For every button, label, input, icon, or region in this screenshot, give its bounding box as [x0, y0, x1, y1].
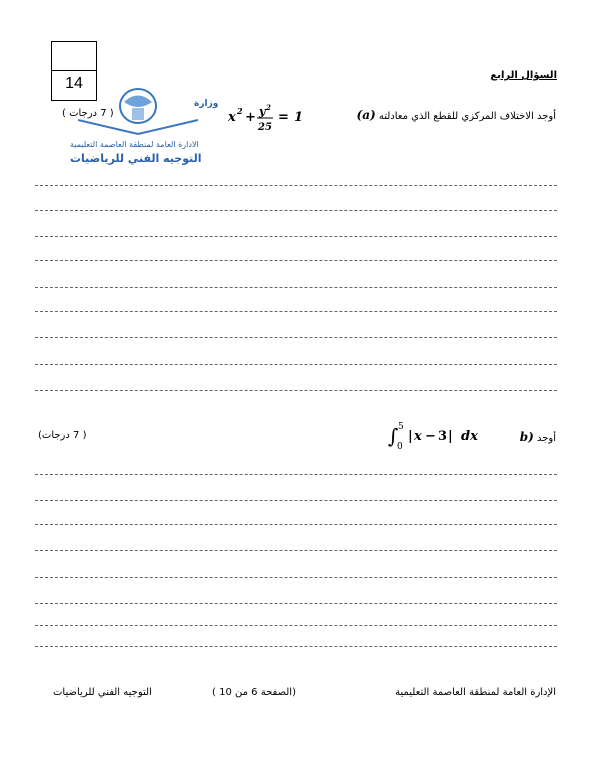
page-number: 14: [65, 75, 83, 92]
integral-svg: [388, 419, 498, 453]
watermark-line2: التوجيه الفني للرياضيات: [70, 152, 202, 165]
answer-line: [35, 625, 557, 626]
answer-line: [35, 390, 557, 391]
svg-text:5: 5: [398, 422, 404, 432]
svg-text:0: 0: [397, 442, 403, 452]
part-b-label: b): [519, 430, 534, 444]
watermark-line1: الادارة العامة لمنطقة العاصمة التعليمية: [70, 140, 199, 149]
svg-text:+: +: [245, 110, 256, 125]
answer-line: [35, 236, 557, 237]
svg-text:1: 1: [294, 110, 304, 125]
part-a-prompt: [357, 108, 556, 122]
part-b-prompt: [520, 430, 556, 444]
answer-line: [35, 364, 557, 365]
part-a-label: (a): [356, 108, 376, 122]
footer-right: الإدارة العامة لمنطقة العاصمة التعليمية: [395, 687, 556, 698]
answer-line: [35, 500, 557, 501]
svg-text:=: =: [278, 110, 289, 125]
answer-line: [35, 337, 557, 338]
svg-text:|: |: [408, 429, 413, 444]
footer-page-indicator: (الصفحة 6 من 10 ): [212, 687, 296, 698]
answer-line: [35, 550, 557, 551]
footer-left: التوجيه الفني للرياضيات: [53, 687, 152, 698]
question-title: السؤال الرابع: [490, 70, 557, 81]
part-a-score: ( 7 درجات ): [62, 108, 114, 119]
svg-text:3: 3: [438, 429, 448, 444]
answer-line: [35, 311, 557, 312]
svg-text:|: |: [448, 429, 453, 444]
answer-line: [35, 185, 557, 186]
ellipse-equation-svg: [228, 104, 320, 136]
answer-line: [35, 210, 557, 211]
svg-text:x: x: [414, 429, 422, 444]
svg-text:y: y: [259, 105, 266, 118]
answer-line: [35, 260, 557, 261]
answer-line: [35, 474, 557, 475]
svg-text:وزارة: وزارة: [194, 99, 219, 109]
box-divider: [52, 70, 96, 71]
part-b-integral: [388, 419, 498, 457]
part-a-equation: [228, 104, 320, 139]
part-b-text: أوجد: [536, 433, 556, 444]
svg-text:x: x: [228, 110, 236, 125]
answer-line: [35, 603, 557, 604]
part-b-score: ( 7 درجات): [38, 430, 87, 441]
answer-line: [35, 646, 557, 647]
svg-text:∫: ∫: [388, 424, 399, 448]
svg-text:2: 2: [237, 106, 243, 116]
svg-text:2: 2: [266, 104, 271, 112]
svg-text:−: −: [425, 429, 436, 444]
part-a-text: أوجد الاختلاف المركزي للقطع الذي معادلته: [378, 111, 556, 122]
answer-line: [35, 524, 557, 525]
answer-line: [35, 287, 557, 288]
answer-line: [35, 577, 557, 578]
svg-text:25: 25: [258, 122, 272, 133]
svg-text:dx: dx: [461, 429, 478, 444]
